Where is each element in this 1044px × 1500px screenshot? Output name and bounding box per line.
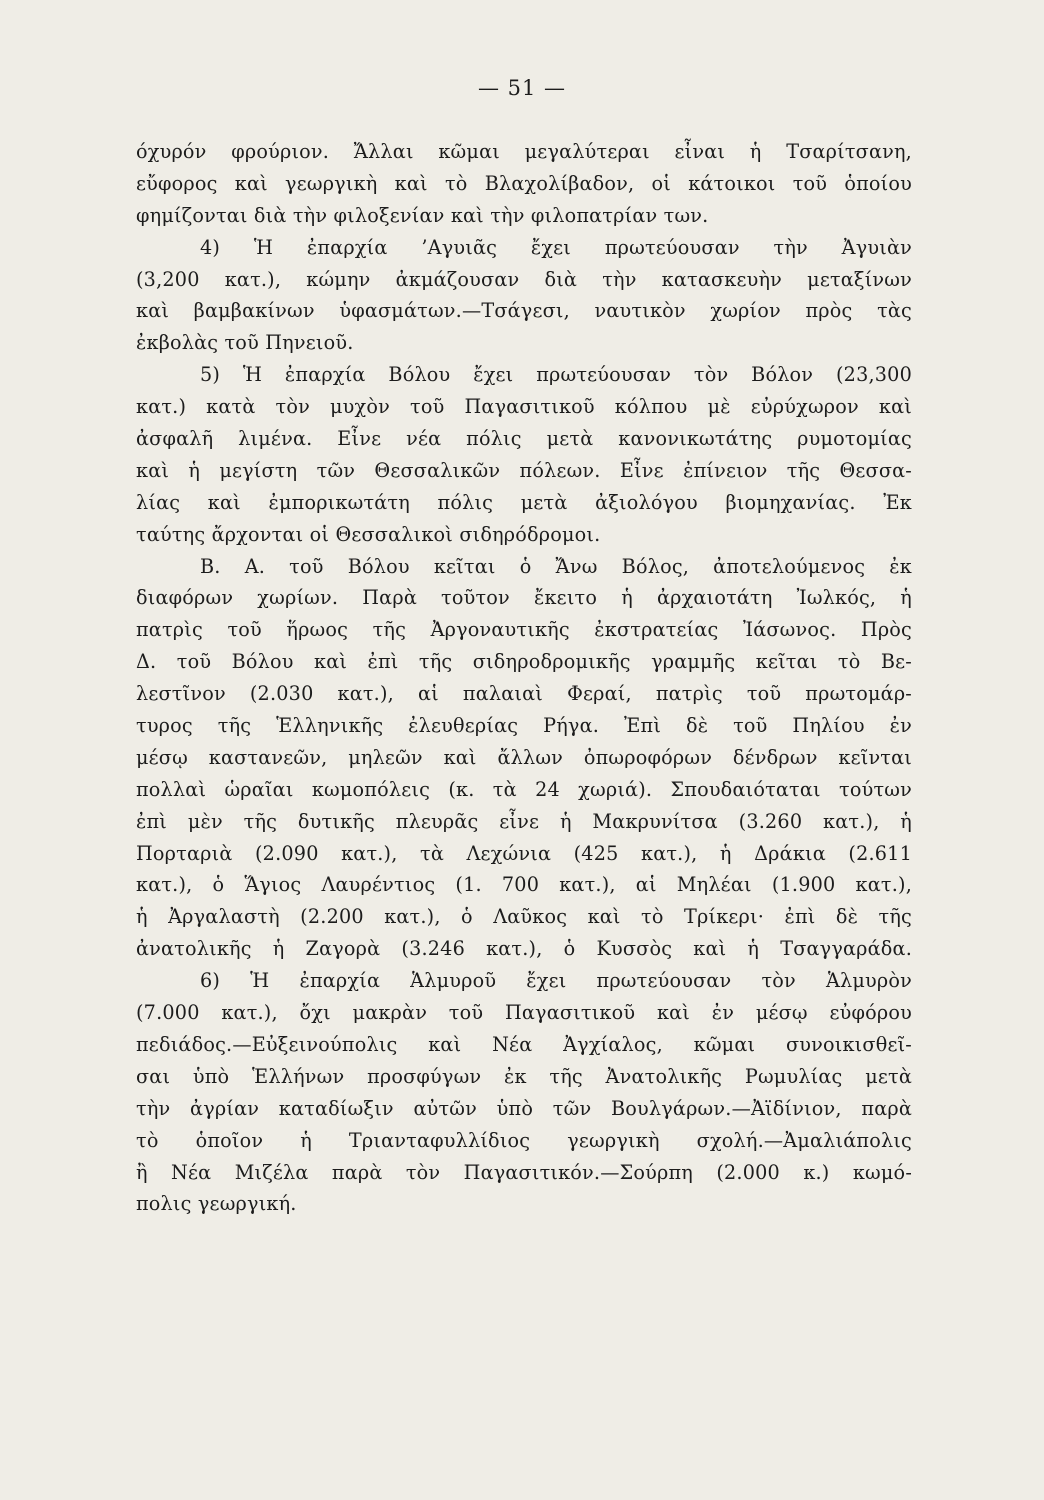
text-line: όχυρόν φρούριον. Ἄλλαι κῶμαι μεγαλύτεραι εἶναι ἡ Τσαρίτσανη, — [136, 140, 912, 163]
text-line: ἢ Νέα Μιζέλα παρὰ τὸν Παγασιτικόν.—Σούρπη (2.000 κ.) κωμό- — [136, 1160, 912, 1184]
page-number: — 51 — — [477, 76, 567, 100]
text-line: φημίζονται διὰ τὴν φιλοξενίαν καὶ τὴν φιλοπατρίαν των. — [136, 203, 709, 227]
text-line: Δ. τοῦ Βόλου καὶ ἐπὶ τῆς σιδηροδρομικῆς γραμμῆς κεῖται τὸ Βε- — [136, 650, 912, 674]
text-line: πολις γεωργική. — [136, 1192, 297, 1216]
text-line: ἐπὶ μὲν τῆς δυτικῆς πλευρᾶς εἶνε ἡ Μακρυνίτσα (3.260 κατ.), ἡ — [136, 809, 912, 833]
text-line: πολλαὶ ὡραῖαι κωμοπόλεις (κ. τὰ 24 χωριά). Σπουδαιόταται τούτων — [136, 777, 912, 801]
text-line: τὸ ὁποῖον ἡ Τριανταφυλλίδιος γεωργικὴ σχολή.—Ἀμαλιάπολις — [136, 1128, 912, 1152]
text-line: σαι ὑπὸ Ἑλλήνων προσφύγων ἐκ τῆς Ἀνατολικῆς Ρωμυλίας μετὰ — [136, 1064, 912, 1088]
text-line: Β. Α. τοῦ Βόλου κεῖται ὁ Ἄνω Βόλος, ἀποτελούμενος ἐκ — [200, 554, 912, 578]
text-line: 5) Ἡ ἐπαρχία Βόλου ἔχει πρωτεύουσαν τὸν Βόλον (23,300 — [200, 363, 912, 387]
text-line: καὶ βαμβακίνων ὑφασμάτων.—Τσάγεσι, ναυτικὸν χωρίον πρὸς τὰς — [136, 299, 912, 323]
text-line: κατ.) κατὰ τὸν μυχὸν τοῦ Παγασιτικοῦ κόλπου μὲ εὐρύχωρον καὶ — [136, 395, 912, 419]
text-line: πεδιάδος.—Εὐξεινούπολις καὶ Νέα Ἀγχίαλος, κῶμαι συνοικισθεῖ- — [136, 1032, 912, 1056]
text-line: μέσῳ καστανεῶν, μηλεῶν καὶ ἄλλων ὀπωροφόρων δένδρων κεῖνται — [136, 745, 912, 769]
text-line: ἀσφαλῆ λιμένα. Εἶνε νέα πόλις μετὰ κανονικωτάτης ρυμοτομίας — [136, 427, 912, 451]
text-line: λεστῖνον (2.030 κατ.), αἱ παλαιαὶ Φεραί, πατρὶς τοῦ πρωτομάρ- — [136, 682, 912, 706]
text-line: 6) Ἡ ἐπαρχία Ἁλμυροῦ ἔχει πρωτεύουσαν τὸν Ἁλμυρὸν — [200, 969, 912, 993]
text-line: 4) Ἡ ἐπαρχία ’Αγυιᾶς ἔχει πρωτεύουσαν τὴν Ἀγυιὰν — [200, 235, 912, 259]
text-line: ἐκβολὰς τοῦ Πηνειοῦ. — [136, 331, 354, 355]
text-line: κατ.), ὁ Ἅγιος Λαυρέντιος (1. 700 κατ.), αἱ Μηλέαι (1.900 κατ.), — [136, 873, 912, 897]
text-line: (7.000 κατ.), ὄχι μακρὰν τοῦ Παγασιτικοῦ καὶ ἐν μέσῳ εὐφόρου — [136, 1001, 912, 1025]
body-text — [136, 136, 912, 1220]
text-line: (3,200 κατ.), κώμην ἀκμάζουσαν διὰ τὴν κατασκευὴν μεταξίνων — [136, 267, 912, 291]
text-line: λίας καὶ ἐμπορικωτάτη πόλις μετὰ ἀξιολόγου βιομηχανίας. Ἐκ — [136, 490, 912, 514]
text-line: ἡ Ἀργαλαστὴ (2.200 κατ.), ὁ Λαῦκος καὶ τὸ Τρίκερι· ἐπὶ δὲ τῆς — [136, 905, 912, 929]
text-line: πατρὶς τοῦ ἥρωος τῆς Ἀργοναυτικῆς ἐκστρατείας Ἰάσωνος. Πρὸς — [136, 618, 912, 642]
text-line: ταύτης ἄρχονται οἱ Θεσσαλικοὶ σιδηρόδρομοι. — [136, 522, 601, 546]
text-line: διαφόρων χωρίων. Παρὰ τοῦτον ἔκειτο ἡ ἀρχαιοτάτη Ἰωλκός, ἡ — [136, 586, 912, 610]
text-line: τυρος τῆς Ἑλληνικῆς ἐλευθερίας Ρήγα. Ἐπὶ δὲ τοῦ Πηλίου ἐν — [136, 714, 912, 738]
text-line: εὔφορος καὶ γεωργικὴ καὶ τὸ Βλαχολίβαδον, οἱ κάτοικοι τοῦ ὁποίου — [136, 171, 912, 195]
text-line: τὴν ἀγρίαν καταδίωξιν αὐτῶν ὑπὸ τῶν Βουλγάρων.—Ἀϊδίνιον, παρὰ — [136, 1096, 912, 1120]
text-line: καὶ ἡ μεγίστη τῶν Θεσσαλικῶν πόλεων. Εἶνε ἐπίνειον τῆς Θεσσα- — [136, 458, 912, 482]
text-line: Πορταριὰ (2.090 κατ.), τὰ Λεχώνια (425 κατ.), ἡ Δράκια (2.611 — [136, 841, 912, 865]
text-line: ἀνατολικῆς ἡ Ζαγορὰ (3.246 κατ.), ὁ Κυσσὸς καὶ ἡ Τσαγγαράδα. — [136, 937, 912, 961]
